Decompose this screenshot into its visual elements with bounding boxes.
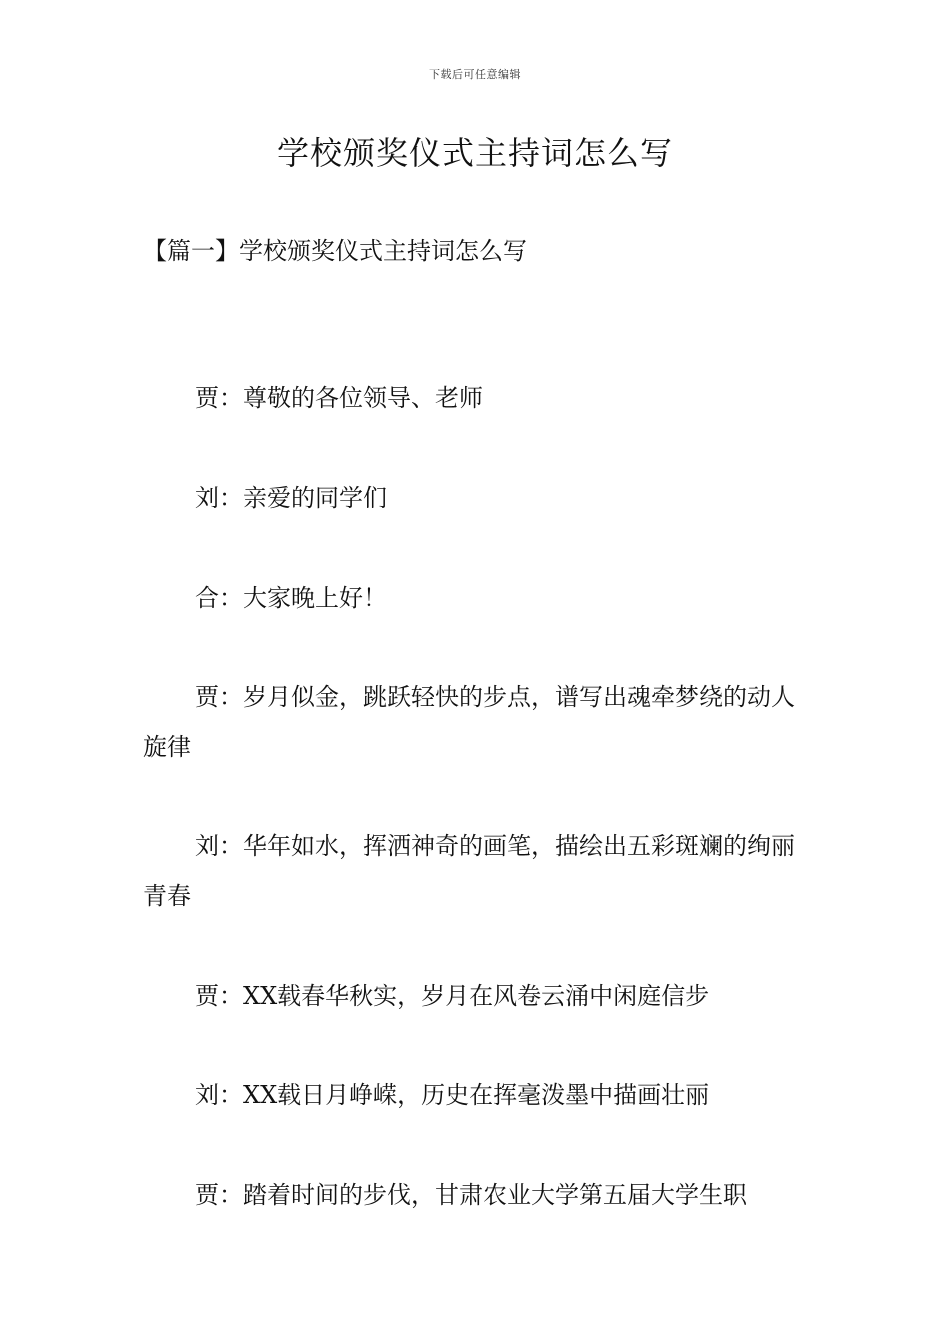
paragraph-1: 贾：尊敬的各位领导、老师 [195, 384, 483, 412]
document-title: 学校颁奖仪式主持词怎么写 [276, 134, 673, 172]
section-heading: 【篇一】学校颁奖仪式主持词怎么写 [143, 237, 527, 265]
paragraph-4: 贾：岁月似金，跳跃轻快的步点，谱写出魂牵梦绕的动人旋律 [143, 683, 795, 761]
paragraph-7: 刘：XX载日月峥嵘，历史在挥毫泼墨中描画壮丽 [195, 1081, 710, 1109]
paragraph-8: 贾：踏着时间的步伐，甘肃农业大学第五届大学生职 [195, 1181, 747, 1209]
header-note: 下载后可任意编辑 [429, 68, 521, 81]
paragraph-3: 合：大家晚上好！ [195, 584, 387, 612]
paragraph-2: 刘：亲爱的同学们 [195, 484, 387, 512]
paragraph-5: 刘：华年如水，挥洒神奇的画笔，描绘出五彩斑斓的绚丽青春 [143, 832, 795, 910]
paragraph-6: 贾：XX载春华秋实，岁月在风卷云涌中闲庭信步 [195, 982, 710, 1010]
